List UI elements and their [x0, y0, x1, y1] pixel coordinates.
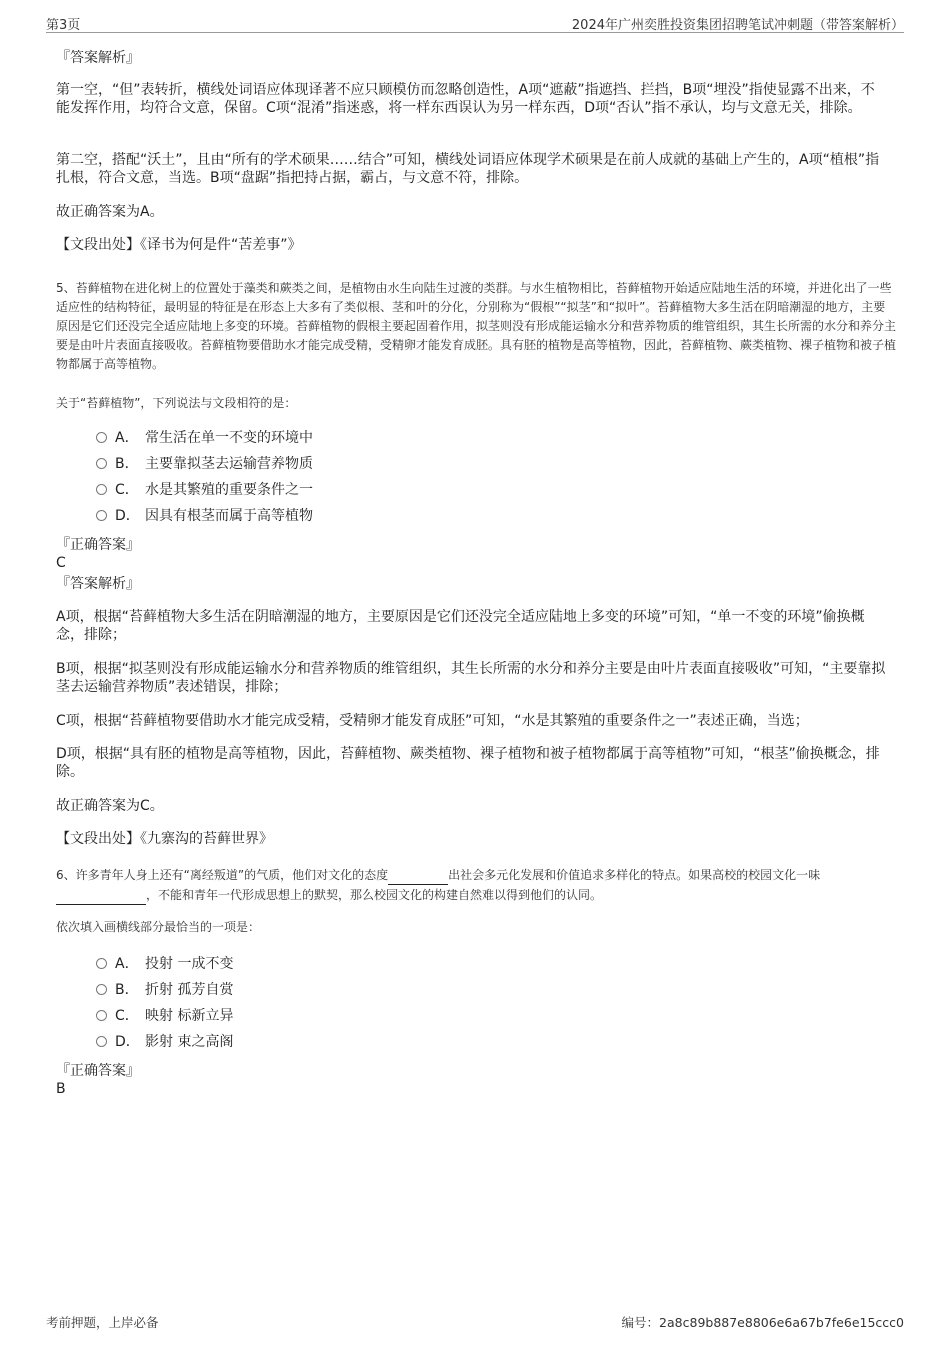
option-text: 因具有根茎而属于高等植物	[145, 508, 313, 524]
q6-answer: B	[56, 1081, 66, 1097]
q5-analysis-d: D项，根据“具有胚的植物是高等植物，因此，苔藓植物、蕨类植物、裸子植物和被子植物都属于高等植物”可知，“根茎”偷换概念，排除。	[56, 746, 880, 780]
q5-answer: C	[56, 555, 66, 571]
option-letter: B．	[115, 982, 139, 998]
q6-option-d[interactable]	[96, 1032, 233, 1052]
q4-analysis-label: 『答案解析』	[56, 50, 140, 66]
option-text: 常生活在单一不变的环境中	[145, 430, 313, 446]
q5-analysis-a: A项，根据“苔藓植物大多生活在阴暗潮湿的地方，主要原因是它们还没完全适应陆地上多变的环境”可知，“单一不变的环境”偷换概念，排除；	[56, 609, 865, 643]
q5-analysis-b: B项，根据“拟茎则没有形成能运输水分和营养物质的维管组织，其生长所需的水分和养分主要是由叶片表面直接吸收”可知，“主要靠拟茎去运输营养物质”表述错误，排除；	[56, 661, 886, 695]
page-number: 第3页	[46, 18, 81, 33]
q6-stem-part2: 出社会多元化发展和价值追求多样化的特点。如果高校的校园文化一味	[448, 868, 821, 882]
option-text: 水是其繁殖的重要条件之一	[145, 482, 313, 498]
option-text: 投射 一成不变	[145, 956, 234, 972]
q4-conclusion: 故正确答案为A。	[56, 204, 164, 220]
q5-analysis-c: C项，根据“苔藓植物要借助水才能完成受精，受精卵才能发育成胚”可知，“水是其繁殖的重要条件之一”表述正确，当选；	[56, 713, 809, 729]
q5-conclusion: 故正确答案为C。	[56, 798, 164, 814]
q6-option-c[interactable]	[96, 1006, 233, 1026]
fill-blank-1	[388, 865, 448, 885]
footer-slogan: 考前押题，上岸必备	[46, 1315, 159, 1330]
q5-option-b[interactable]	[96, 454, 313, 474]
q6-stem	[56, 865, 896, 905]
radio-icon[interactable]	[96, 510, 107, 521]
q6-stem-part1: 6、许多青年人身上还有“离经叛道”的气质，他们对文化的态度	[56, 868, 389, 882]
option-letter: A．	[115, 430, 139, 446]
q5-analysis-label: 『答案解析』	[56, 576, 140, 592]
option-letter: C．	[115, 1008, 139, 1024]
radio-icon[interactable]	[96, 958, 107, 969]
q6-prompt: 依次填入画横线部分最恰当的一项是：	[56, 920, 261, 934]
q6-option-b[interactable]	[96, 980, 233, 1000]
option-letter: D．	[115, 1034, 140, 1050]
q4-source: 【文段出处】《译书为何是件“苦差事”》	[56, 237, 302, 253]
q6-option-a[interactable]	[96, 954, 233, 974]
option-letter: D．	[115, 508, 140, 524]
q5-prompt: 关于“苔藓植物”，下列说法与文段相符的是：	[56, 396, 297, 410]
q5-source: 【文段出处】《九寨沟的苔藓世界》	[56, 831, 273, 847]
option-letter: C．	[115, 482, 139, 498]
q4-analysis-p2: 第二空，搭配“沃土”，且由“所有的学术硕果……结合”可知，横线处词语应体现学术硕果是在前人成就的基础上产生的，A项“植根”指扎根，符合文意，当选。B项“盘踞”指把持占据，霸占，与文意不符，排除。	[56, 152, 880, 186]
radio-icon[interactable]	[96, 984, 107, 995]
page-header	[46, 12, 904, 33]
q5-option-c[interactable]	[96, 480, 313, 500]
option-text: 影射 束之高阁	[145, 1034, 234, 1050]
radio-icon[interactable]	[96, 484, 107, 495]
q4-analysis-p1: 第一空，“但”表转折，横线处词语应体现译著不应只顾模仿而忽略创造性，A项“遮蔽”指遮挡、拦挡，B项“埋没”指使显露不出来，不能发挥作用，均符合文意，保留。C项“混淆”指迷惑，将一样东西误认为另一样东西，D项“否认”指不承认，均与文意无关，排除。	[56, 82, 875, 116]
option-text: 折射 孤芳自赏	[145, 982, 234, 998]
q5-option-d[interactable]	[96, 506, 313, 526]
q6-stem-part3: ，不能和青年一代形成思想上的默契，那么校园文化的构建自然难以得到他们的认同。	[146, 888, 603, 902]
option-letter: B．	[115, 456, 139, 472]
q5-stem: 5、苔藓植物在进化树上的位置处于藻类和蕨类之间，是植物由水生向陆生过渡的类群。与水生植物相比，苔藓植物开始适应陆地生活的环境，并进化出了一些适应性的结构特征，最明显的特征是在形态上大多有了类似根、茎和叶的分化，分别称为“假根”“拟茎”和“拟叶”。苔藓植物大多生活在阴暗潮湿的地方，主要原因是它们还没完全适应陆地上多变的环境。苔藓植物的假根主要起固着作用，拟茎则没有形成能运输水分和营养物质的维管组织，其生长所需的水分和养分主要是由叶片表面直接吸收。苔藓植物要借助水才能完成受精，受精卵才能发育成胚。具有胚的植物是高等植物，因此，苔藓植物、蕨类植物、裸子植物和被子植物都属于高等植物。	[56, 281, 897, 371]
option-text: 映射 标新立异	[145, 1008, 234, 1024]
q5-answer-label: 『正确答案』	[56, 537, 140, 553]
radio-icon[interactable]	[96, 1036, 107, 1047]
q5-option-a[interactable]	[96, 428, 313, 448]
radio-icon[interactable]	[96, 1010, 107, 1021]
footer-serial: 编号：2a8c89b887e8806e6a67b7fe6e15ccc0	[621, 1315, 904, 1330]
option-text: 主要靠拟茎去运输营养物质	[145, 456, 313, 472]
fill-blank-2	[56, 885, 146, 905]
radio-icon[interactable]	[96, 458, 107, 469]
document-title: 2024年广州奕胜投资集团招聘笔试冲刺题（带答案解析）	[571, 18, 904, 33]
option-letter: A．	[115, 956, 139, 972]
q6-answer-label: 『正确答案』	[56, 1063, 140, 1079]
radio-icon[interactable]	[96, 432, 107, 443]
